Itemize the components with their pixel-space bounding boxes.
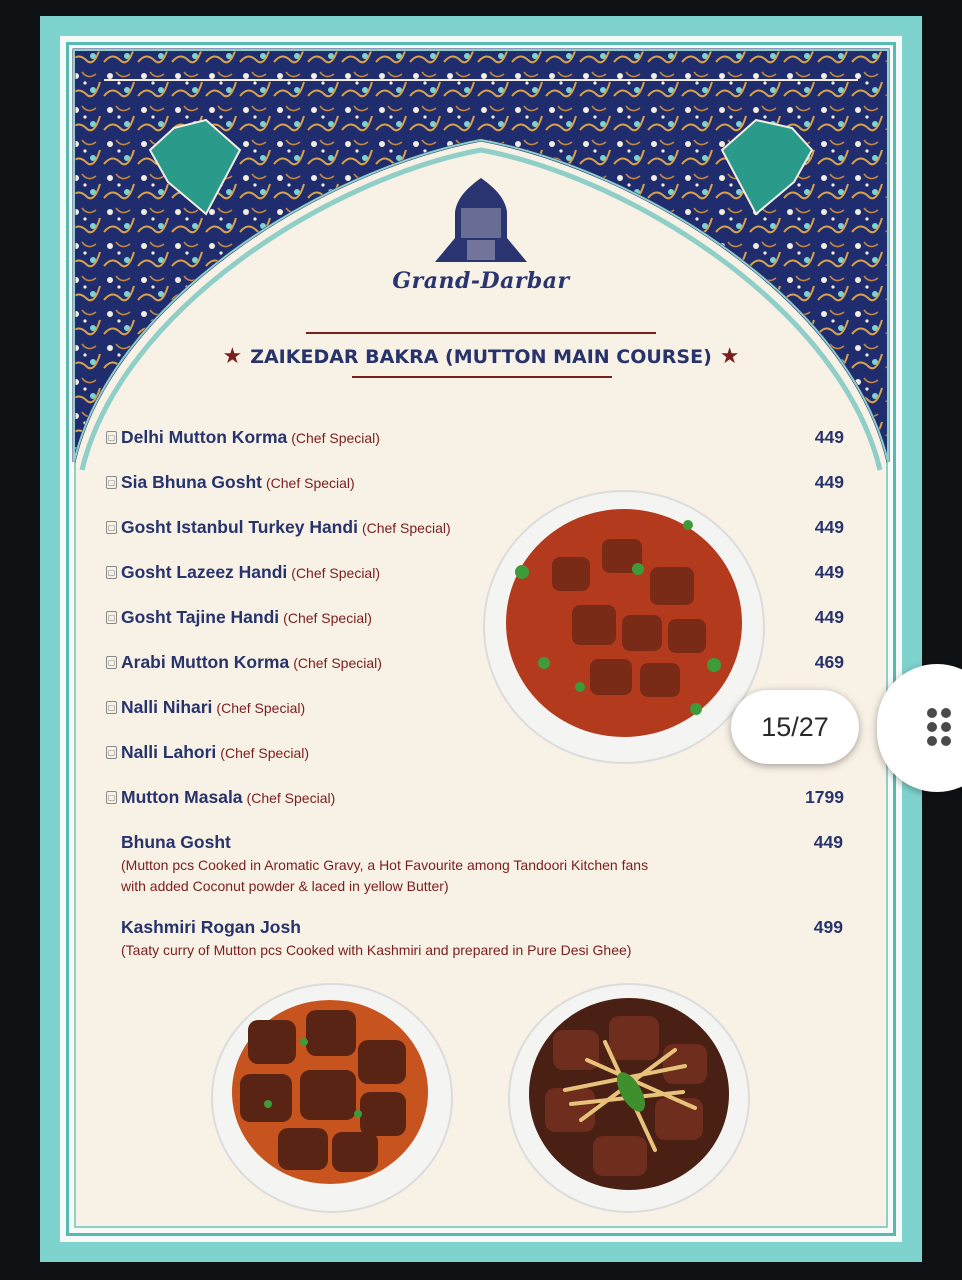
item-name: Gosht Tajine Handi: [121, 607, 280, 627]
item-description-line: (Mutton pcs Cooked in Aromatic Gravy, a Hot Favourite among Tandoori Kitchen fans: [121, 857, 649, 873]
veg-mark-icon: ▢: [107, 748, 116, 757]
item-name: Kashmiri Rogan Josh: [121, 917, 301, 937]
item-price: 449: [814, 472, 844, 492]
menu-item: [106, 472, 844, 496]
dish-image-rogan-josh: [505, 980, 755, 1218]
item-name: Arabi Mutton Korma: [121, 652, 290, 672]
item-price: 449: [814, 427, 844, 447]
veg-mark-icon: ▢: [107, 658, 116, 667]
item-price: 449: [813, 832, 843, 852]
item-price: 449: [814, 607, 844, 627]
item-name: Bhuna Gosht: [121, 832, 231, 852]
menu-item: [106, 742, 844, 766]
item-price: 449: [814, 517, 844, 537]
menu-item: [106, 517, 844, 541]
section-title-text: ZAIKEDAR BAKRA (MUTTON MAIN COURSE): [250, 346, 712, 368]
item-description-line: with added Coconut powder & laced in yellow Butter): [121, 878, 449, 894]
menu-item: [106, 562, 844, 586]
veg-mark-icon: ▢: [107, 703, 116, 712]
item-tag: (Chef Special): [220, 745, 309, 761]
veg-mark-icon: ▢: [107, 568, 116, 577]
menu-item: [106, 787, 844, 811]
item-tag: (Chef Special): [283, 610, 372, 626]
veg-mark-icon: ▢: [107, 793, 116, 802]
section-title: [0, 344, 962, 369]
item-description: [121, 940, 843, 961]
item-tag: (Chef Special): [291, 430, 380, 446]
item-name: Gosht Istanbul Turkey Handi: [121, 517, 358, 537]
item-description-line: (Taaty curry of Mutton pcs Cooked with Kashmiri and prepared in Pure Desi Ghee): [121, 942, 632, 958]
item-tag: (Chef Special): [265, 475, 355, 491]
item-tag: (Chef Special): [216, 700, 306, 716]
item-price: 499: [813, 917, 843, 937]
item-name: Mutton Masala: [121, 787, 243, 807]
veg-mark-icon: ▢: [107, 478, 116, 487]
title-rule-bottom: [352, 376, 612, 378]
star-icon: ★: [719, 344, 740, 369]
item-price: 469: [814, 652, 844, 672]
title-rule-top: [306, 332, 656, 334]
menu-item-described: [121, 917, 843, 961]
item-price: 449: [814, 562, 844, 582]
item-tag: (Chef Special): [361, 520, 451, 536]
star-icon: ★: [222, 344, 243, 369]
item-name: Nalli Nihari: [121, 697, 213, 717]
item-name: Sia Bhuna Gosht: [121, 472, 262, 492]
menu-item: [106, 607, 844, 631]
menu-item-described: [121, 832, 843, 897]
item-name: Nalli Lahori: [121, 742, 217, 762]
item-tag: (Chef Special): [246, 790, 336, 806]
item-tag: (Chef Special): [291, 565, 380, 581]
item-tag: (Chef Special): [293, 655, 382, 671]
item-price: 1799: [805, 787, 844, 807]
menu-item: [106, 652, 844, 676]
item-name: Delhi Mutton Korma: [121, 427, 288, 447]
brand-name: Grand-Darbar: [392, 268, 570, 294]
dish-image-bhuna-gosht: [208, 980, 458, 1218]
veg-mark-icon: ▢: [107, 613, 116, 622]
veg-mark-icon: ▢: [107, 433, 116, 442]
menu-item: [106, 427, 844, 451]
veg-mark-icon: ▢: [107, 523, 116, 532]
item-name: Gosht Lazeez Handi: [121, 562, 288, 582]
page-indicator: 15/27: [731, 690, 859, 764]
item-description: [121, 855, 843, 897]
